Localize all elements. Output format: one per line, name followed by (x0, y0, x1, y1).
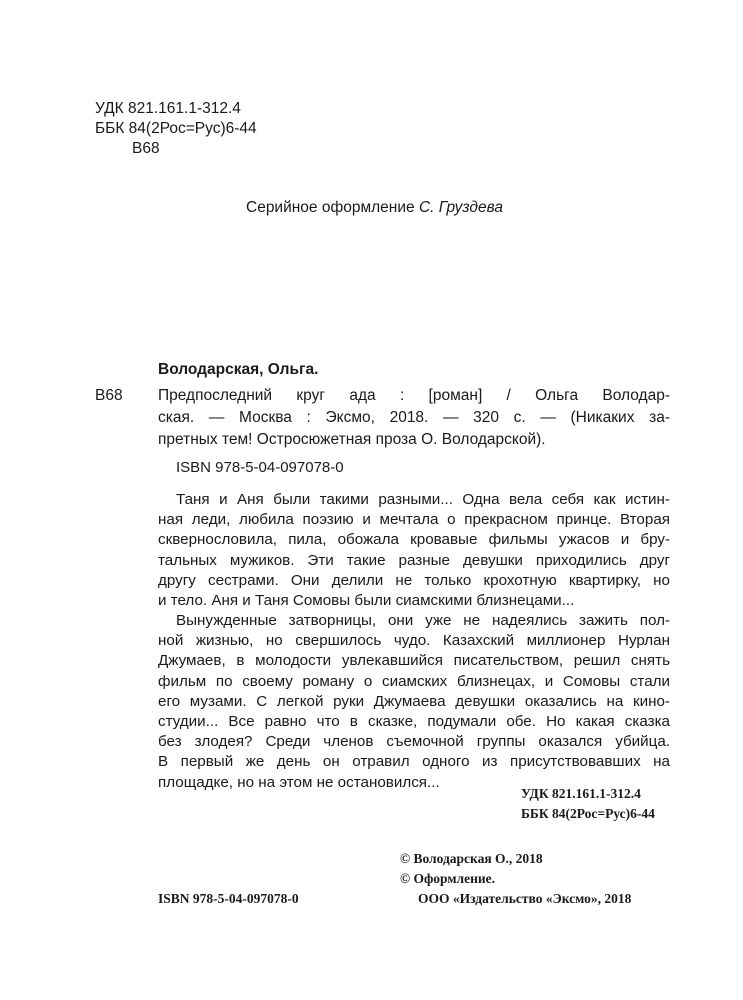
bibliography-isbn: ISBN 978-5-04-097078-0 (176, 459, 344, 476)
annotation-line: Таня и Аня были такими разными... Одна вела себя как истин- (176, 491, 670, 508)
annotation-line: студии... Все равно что в сказке, подумали обе. Но какая сказка (158, 713, 670, 731)
bbk-code: ББК 84(2Рос=Рус)6-44 (95, 120, 257, 137)
annotation-line: Джумаев, в молодости увлекавшийся писательством, решил снять (158, 652, 670, 670)
footer-udk-code: УДК 821.161.1-312.4 (521, 786, 641, 801)
copyright-author: © Володарская О., 2018 (400, 851, 543, 866)
copyright-publisher: ООО «Издательство «Эксмо», 2018 (418, 891, 632, 906)
footer-bbk-code: ББК 84(2Рос=Рус)6-44 (521, 806, 655, 821)
bibliography-line: ская. — Москва : Эксмо, 2018. — 320 с. — (Никаких за- (158, 409, 670, 426)
annotation-line: площадке, но на этом не остановился... (158, 773, 440, 791)
bibliography-description (158, 385, 670, 451)
annotation-line: Вынужденные затворницы, они уже не надеялись зажить пол- (176, 612, 670, 629)
bibliography-line: претных тем! Остросюжетная проза О. Володарской). (158, 431, 546, 448)
annotation-line: без злодея? Среди членов съемочной группы оказался убийца. (158, 733, 670, 751)
annotation-line: сквернословила, пила, обожала кровавые фильмы ужасов и бру- (158, 531, 670, 549)
annotation-line: тальных мужиков. Эти такие разные девушки приходились друг (158, 551, 670, 569)
copyright-isbn: ISBN 978-5-04-097078-0 (158, 891, 299, 906)
series-design-credit (246, 198, 503, 218)
udk-code: УДК 821.161.1-312.4 (95, 100, 241, 117)
annotation-line: другу сестрами. Они делили не только крохотную квартирку, но (158, 571, 670, 589)
bibliography-author: Володарская, Ольга. (158, 361, 319, 378)
series-design-label: Серийное оформление (246, 199, 415, 216)
annotation-line: и тело. Аня и Таня Сомовы были сиамскими близнецами... (158, 592, 575, 610)
annotation-paragraph-1 (158, 490, 670, 611)
series-design-name: С. Груздева (418, 199, 503, 216)
annotation-line: ная леди, любила поэзию и мечтала о прекрасном принце. Вторая (158, 511, 670, 529)
annotation-line: его музами. С легкой руки Джумаева девушки оказались на кино- (158, 692, 670, 710)
author-mark-top: В68 (132, 140, 160, 157)
bibliography-line: Предпоследний круг ада : [роман] / Ольга Володар- (158, 387, 670, 404)
annotation-line: ной жизнью, но свершилось чудо. Казахский миллионер Нурлан (158, 632, 670, 650)
bibliography-mark: В68 (95, 387, 123, 404)
copyright-design: © Оформление. (400, 871, 496, 886)
annotation-line: В первый же день он отравил одного из присутствовавших на (158, 753, 670, 771)
annotation-line: фильм по своему роману о сиамских близнецах, и Сомовы стали (158, 672, 670, 690)
annotation-paragraph-2 (158, 611, 670, 793)
